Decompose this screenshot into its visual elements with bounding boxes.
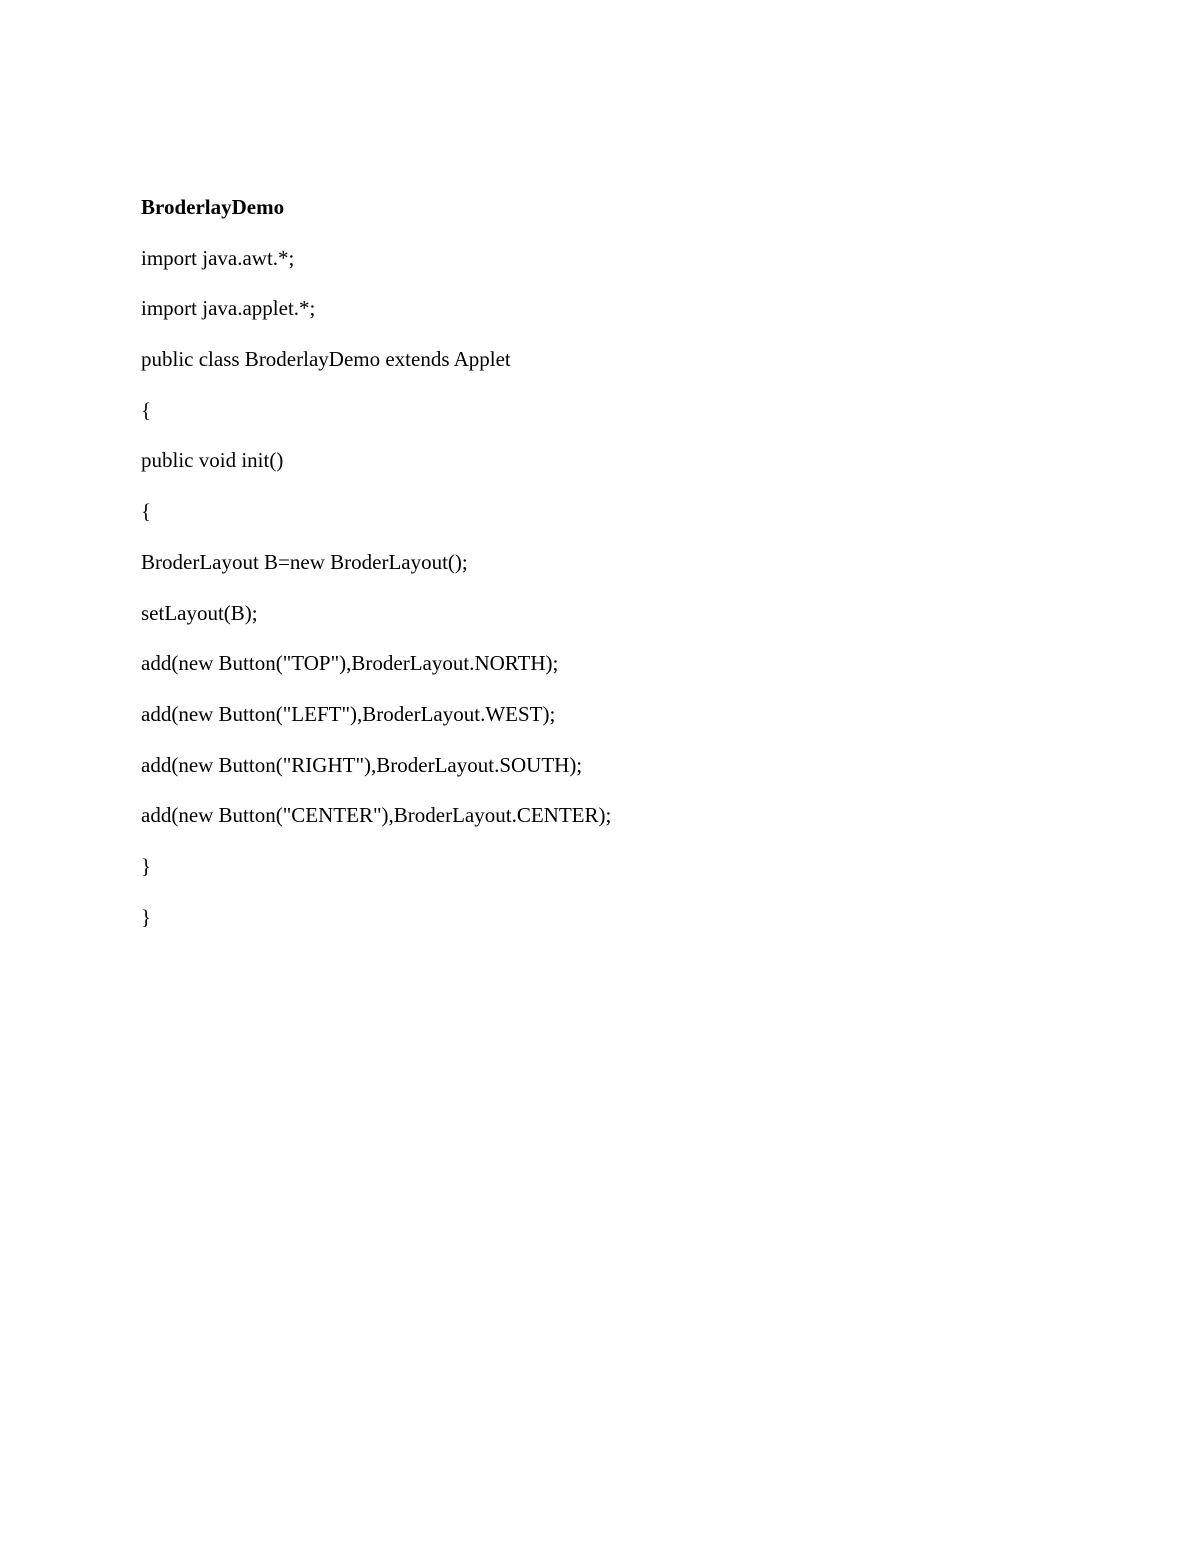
code-line: add(new Button("TOP"),BroderLayout.NORTH); [141,651,559,676]
code-line: BroderLayout B=new BroderLayout(); [141,549,468,574]
code-line: add(new Button("RIGHT"),BroderLayout.SOUTH); [141,752,583,777]
document-title: BroderlayDemo [141,195,285,219]
code-line: setLayout(B); [141,600,258,625]
code-line: } [141,904,152,929]
code-line: { [141,499,152,524]
code-line: add(new Button("LEFT"),BroderLayout.WEST); [141,701,556,726]
code-line: import java.awt.*; [141,245,295,270]
code-line: import java.applet.*; [141,296,316,321]
code-line: public class BroderlayDemo extends Applet [141,347,511,372]
code-line: { [141,397,152,422]
document-content [141,192,1041,952]
code-line: public void init() [141,448,284,473]
code-line: add(new Button("CENTER"),BroderLayout.CENTER); [141,803,612,828]
code-line: } [141,853,152,878]
